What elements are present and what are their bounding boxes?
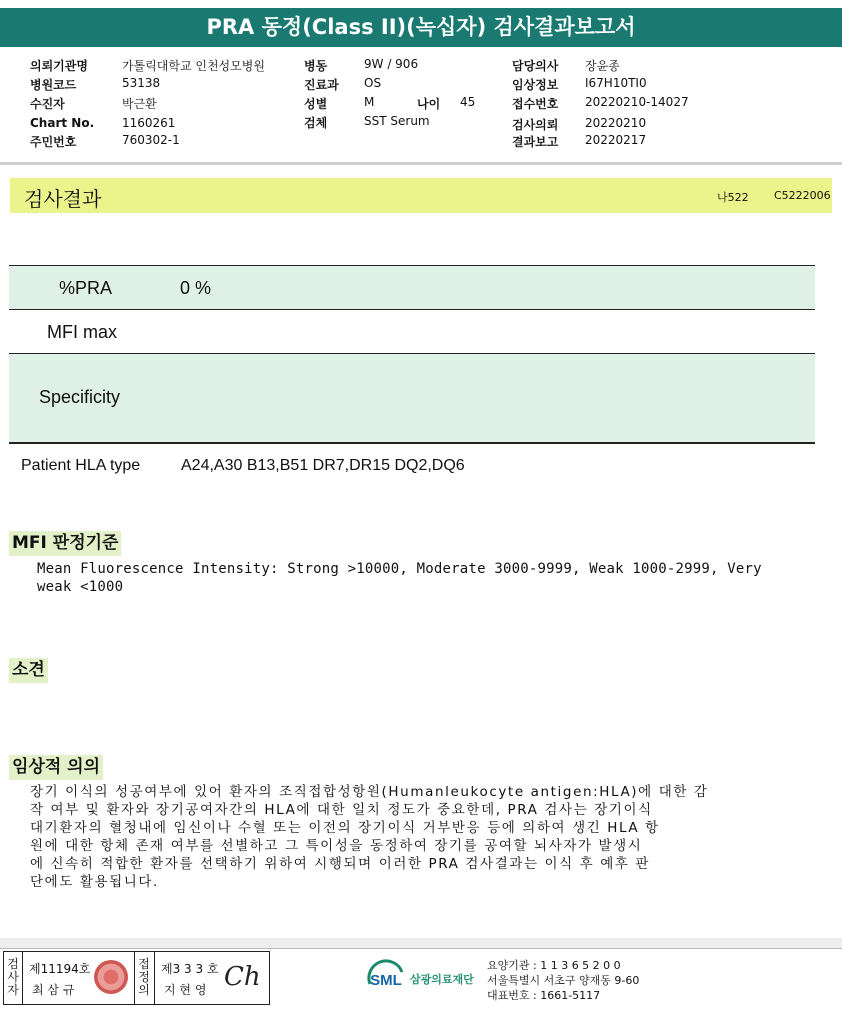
divider bbox=[22, 952, 23, 1004]
opinion-heading: 소견 bbox=[9, 658, 48, 683]
info-label: 병동 bbox=[304, 59, 328, 73]
org-address: 서울특별시 서초구 양재동 9-60 bbox=[487, 974, 640, 987]
info-label: 나이 bbox=[417, 97, 441, 111]
specificity-row bbox=[9, 353, 815, 444]
signer-name: 최 삼 규 bbox=[32, 983, 75, 997]
pra-row bbox=[9, 265, 815, 310]
hla-label: Patient HLA type bbox=[21, 457, 141, 474]
section-title: 검사결과 bbox=[24, 187, 102, 211]
test-code: C5222006 bbox=[774, 189, 831, 202]
clinical-line: 작 여부 및 환자와 장기공여자간의 HLA에 대한 일치 정도가 중요한데, PRA 검사는 장기이식 bbox=[30, 802, 653, 818]
info-label: 담당의사 bbox=[512, 59, 559, 73]
clinical-line: 장기 이식의 성공여부에 있어 환자의 조직접합성항원(Humanleukocyte antigen:HLA)에 대한 감 bbox=[30, 784, 709, 800]
org-registration: 요양기관 : 1 1 3 6 5 2 0 0 bbox=[487, 959, 621, 972]
info-value: 박근환 bbox=[122, 97, 157, 111]
org-phone: 대표번호 : 1661-5117 bbox=[487, 989, 601, 1002]
patient-info bbox=[0, 55, 842, 155]
signer-name: 지 현 영 bbox=[164, 983, 207, 997]
info-value: 20220217 bbox=[585, 133, 647, 147]
info-label: 수진자 bbox=[30, 97, 65, 111]
divider bbox=[154, 952, 155, 1004]
info-value: I67H10TI0 bbox=[585, 76, 647, 90]
info-label: 접수번호 bbox=[512, 97, 559, 111]
info-label: 병원코드 bbox=[30, 78, 77, 92]
clinical-line: 대기환자의 혈청내에 임신이나 수혈 또는 이전의 장기이식 거부반응 등에 의하여 생긴 HLA 항 bbox=[30, 820, 660, 836]
info-label: 주민번호 bbox=[30, 135, 77, 149]
info-label: 의뢰기관명 bbox=[30, 59, 88, 73]
clinical-line: 에 신속히 적합한 환자를 선택하기 위하여 시행되며 이러한 PRA 검사결과는 이식 후 예후 판 bbox=[30, 856, 651, 872]
info-value: 가톨릭대학교 인천성모병원 bbox=[122, 59, 265, 73]
seal-stamp-icon bbox=[94, 960, 128, 994]
divider bbox=[0, 162, 842, 165]
info-value: OS bbox=[364, 76, 382, 90]
result-section-header bbox=[10, 178, 832, 213]
info-label: 결과보고 bbox=[512, 135, 559, 149]
license-number: 제3 3 3 호 bbox=[161, 962, 219, 976]
specificity-label: Specificity bbox=[39, 387, 121, 407]
pra-value: 0 % bbox=[180, 278, 212, 298]
info-value: 장윤종 bbox=[585, 59, 620, 73]
info-value: 9W / 906 bbox=[364, 57, 419, 71]
info-value: 45 bbox=[460, 95, 476, 109]
pra-label: %PRA bbox=[59, 278, 113, 298]
divider bbox=[134, 952, 135, 1004]
info-value: 760302-1 bbox=[122, 133, 180, 147]
info-value: SST Serum bbox=[364, 114, 430, 128]
mfi-criteria-heading: MFI 판정기준 bbox=[9, 531, 121, 556]
info-value: 20220210-14027 bbox=[585, 95, 689, 109]
clinical-text bbox=[30, 783, 820, 891]
license-number: 제11194호 bbox=[29, 962, 91, 976]
mfi-criteria-line: Mean Fluorescence Intensity: Strong >10000, Moderate 3000-9999, Weak 1000-2999, Very bbox=[37, 561, 762, 577]
info-value: 1160261 bbox=[122, 116, 176, 130]
signer-role-label: 검 사 자 bbox=[7, 957, 19, 997]
info-label: 검사의뢰 bbox=[512, 118, 559, 132]
info-label: 검체 bbox=[304, 116, 328, 130]
clinical-line: 단에도 활용됩니다. bbox=[30, 874, 159, 890]
mfi-criteria-line: weak <1000 bbox=[37, 579, 124, 595]
org-info bbox=[487, 958, 639, 1003]
mfi-label: MFI max bbox=[47, 322, 117, 342]
footer-divider bbox=[0, 938, 842, 949]
svg-text:SML: SML bbox=[370, 972, 402, 989]
info-label: Chart No. bbox=[30, 116, 95, 130]
hla-value: A24,A30 B13,B51 DR7,DR15 DQ2,DQ6 bbox=[181, 457, 465, 474]
clinical-heading: 임상적 의의 bbox=[9, 755, 103, 780]
info-label: 임상정보 bbox=[512, 78, 559, 92]
clinical-line: 원에 대한 항체 존재 여부를 선별하고 그 특이성을 동정하여 장기를 공여할 뇌사자가 발생시 bbox=[30, 838, 643, 854]
info-label: 진료과 bbox=[304, 78, 339, 92]
sml-logo-icon bbox=[366, 958, 406, 998]
info-label: 성별 bbox=[304, 97, 328, 111]
org-name: 삼광의료재단 bbox=[410, 973, 474, 986]
test-code: 나522 bbox=[717, 191, 749, 204]
info-value: 20220210 bbox=[585, 116, 647, 130]
mfi-row bbox=[9, 309, 815, 354]
handwritten-signature: Ch bbox=[224, 962, 261, 992]
info-value: M bbox=[364, 95, 375, 109]
report-title: PRA 동정(Class II)(녹십자) 검사결과보고서 bbox=[0, 8, 842, 47]
signer-role-label: 접 정 의 bbox=[138, 957, 150, 997]
info-value: 53138 bbox=[122, 76, 161, 90]
